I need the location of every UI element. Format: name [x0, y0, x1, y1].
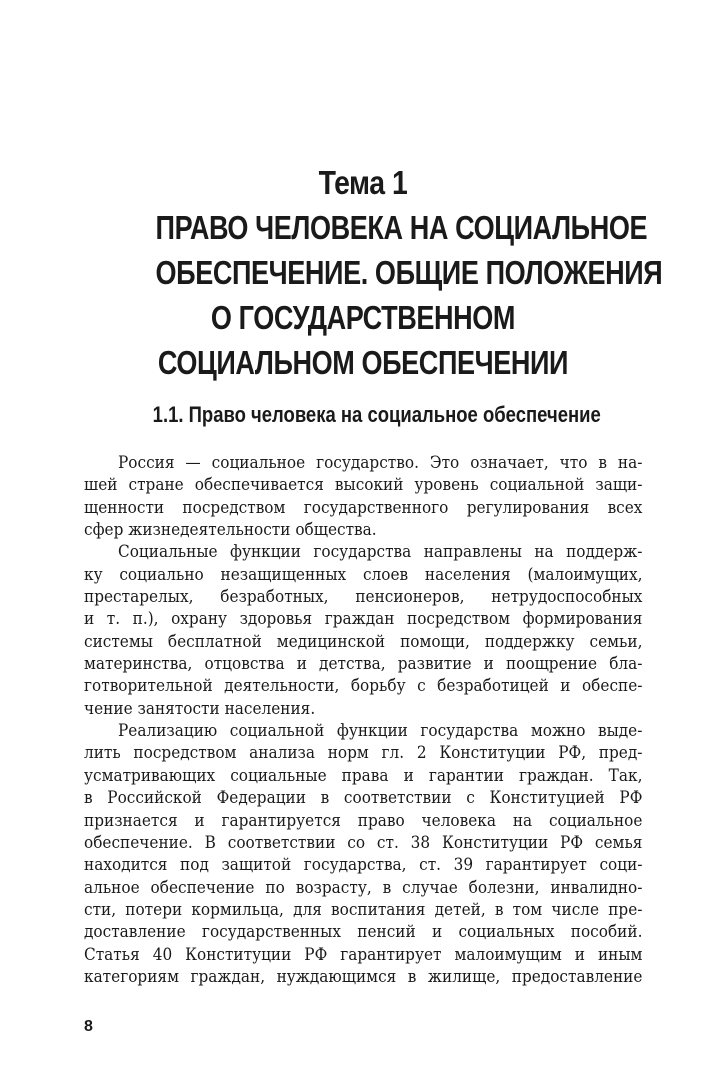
chapter-title-line: СОЦИАЛЬНОМ ОБЕСПЕЧЕНИИ: [157, 344, 569, 381]
text-line: [84, 966, 642, 988]
text-line: [84, 765, 642, 787]
text-line-content: Россия — социальное государство. Это означает, что в на-: [118, 453, 643, 473]
text-line-content: в Российской Федерации в соответствии с Конституцией РФ: [84, 788, 643, 809]
text-line: [84, 720, 642, 742]
section-title: 1.1. Право человека на социальное обеспечение: [152, 402, 601, 427]
text-line: [84, 519, 642, 541]
text-line: [84, 810, 642, 832]
text-line-content: усматривающих социальные права и гарантии граждан. Так,: [84, 765, 643, 786]
text-line-content: готворительной деятельности, борьбу с безработицей и обеспе-: [84, 676, 643, 697]
chapter-title: [110, 205, 663, 385]
text-line-content: лить посредством анализа норм гл. 2 Конституции РФ, пред-: [84, 743, 643, 764]
section-heading: [110, 400, 616, 430]
text-line-content: и т. п.), охрану здоровья граждан посредством формирования: [84, 609, 643, 630]
paragraph: [84, 452, 642, 541]
text-line-content: щенности посредством государственного регулирования всех: [84, 497, 643, 518]
text-line-content: категориям граждан, нуждающимся в жилище, предоставление: [84, 966, 643, 987]
page-number: 8: [84, 1018, 93, 1035]
text-line: [84, 608, 642, 630]
chapter-heading: [110, 160, 663, 385]
paragraph: [84, 720, 642, 988]
chapter-title-line: О ГОСУДАРСТВЕННОМ: [210, 299, 516, 336]
text-line-content: Статья 40 Конституции РФ гарантирует малоимущим и иным: [84, 944, 643, 965]
text-line-content: признается и гарантируется право человека на социальное: [84, 810, 643, 831]
paragraph: [84, 541, 642, 720]
text-line-content: находится под защитой государства, ст. 39 гарантирует соци-: [84, 855, 643, 876]
text-line-content: ку социально незащищенных слоев населения (малоимущих,: [84, 564, 643, 585]
text-line: [84, 832, 642, 854]
text-line: [84, 877, 642, 899]
text-line: [84, 854, 642, 876]
text-line-content: доставление государственных пенсий и социальных пособий.: [84, 922, 643, 943]
text-line: [84, 742, 642, 764]
text-line: [84, 698, 642, 720]
text-line: [84, 944, 642, 966]
text-line-content: системы бесплатной медицинской помощи, поддержку семьи,: [84, 631, 643, 652]
chapter-title-line: ПРАВО ЧЕЛОВЕКА НА СОЦИАЛЬНОЕ: [155, 209, 648, 246]
text-line-content: сфер жизнедеятельности общества.: [84, 520, 377, 541]
text-line-content: обеспечение. В соответствии со ст. 38 Конституции РФ семья: [84, 832, 643, 853]
text-line-content: чение занятости населения.: [84, 698, 316, 719]
text-line: [84, 497, 642, 519]
chapter-title-line: ОБЕСПЕЧЕНИЕ. ОБЩИЕ ПОЛОЖЕНИЯ: [155, 254, 663, 291]
text-line: [84, 541, 642, 563]
text-line: [84, 474, 642, 496]
text-line: [84, 564, 642, 586]
text-line-content: шей стране обеспечивается высокий уровень социальной защи-: [84, 475, 643, 496]
text-line: [84, 899, 642, 921]
text-line-content: Социальные функции государства направлены на поддерж-: [118, 542, 643, 563]
chapter-label: Тема 1: [318, 164, 408, 201]
text-line-content: альное обеспечение по возрасту, в случае болезни, инвалидно-: [84, 877, 643, 898]
text-line-content: Реализацию социальной функции государства можно выде-: [118, 721, 643, 742]
text-line: [84, 452, 642, 474]
text-line-content: сти, потери кормильца, для воспитания детей, в том числе пре-: [84, 899, 643, 920]
body-text: [84, 452, 642, 988]
text-line: [84, 675, 642, 697]
text-line: [84, 921, 642, 943]
text-line: [84, 653, 642, 675]
text-line: [84, 586, 642, 608]
text-line: [84, 787, 642, 809]
text-line-content: материнства, отцовства и детства, развитие и поощрение бла-: [84, 654, 643, 675]
text-line: [84, 631, 642, 653]
text-line-content: престарелых, безработных, пенсионеров, нетрудоспособных: [84, 587, 643, 608]
